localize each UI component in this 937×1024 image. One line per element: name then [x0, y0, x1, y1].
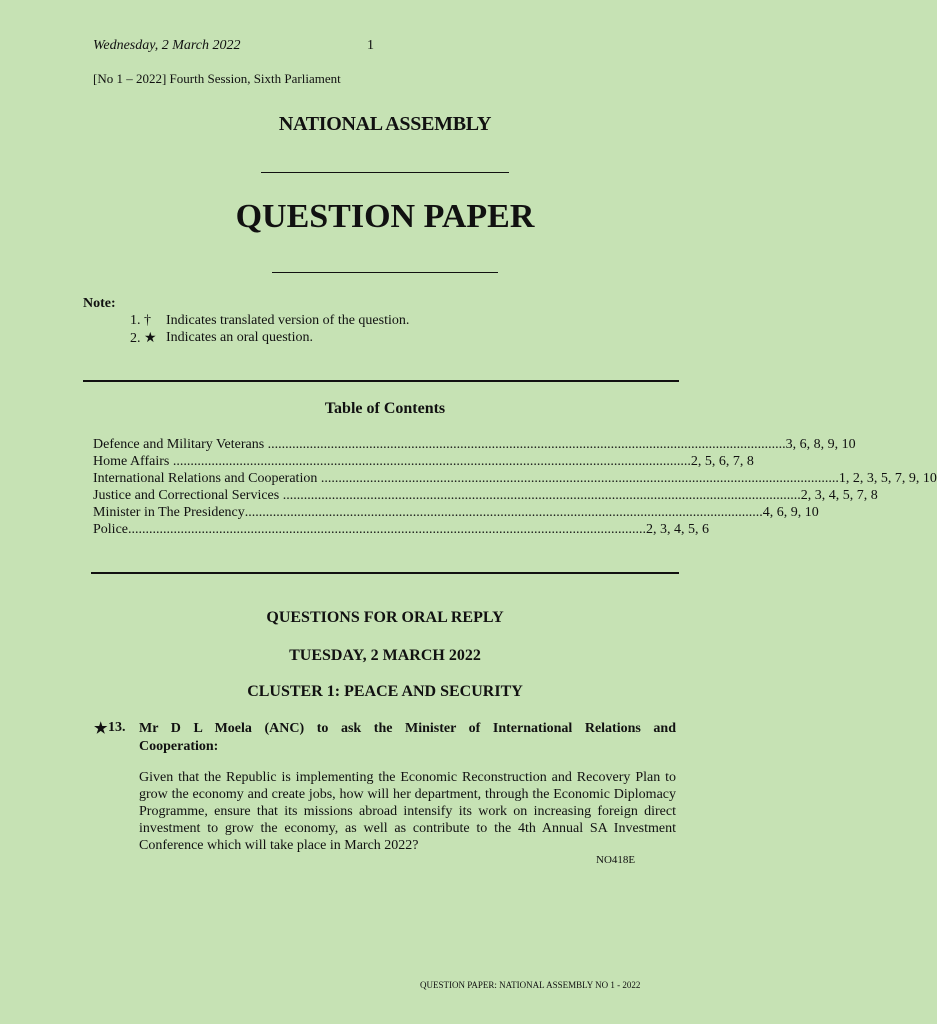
toc-entry-pages: 2, 5, 6, 7, 8 [690, 454, 754, 469]
toc-entry-pages: 2, 3, 4, 5, 6 [646, 522, 709, 537]
question-heading: Mr D L Moela (ANC) to ask the Minister of International Relations and Cooperation: [139, 721, 676, 754]
toc-entry-pages: 2, 3, 4, 5, 7, 8 [800, 488, 878, 503]
note-list [130, 313, 409, 347]
note-item [130, 330, 409, 347]
toc-entry-name: Home Affairs [93, 454, 170, 469]
document-title: NATIONAL ASSEMBLY [278, 113, 492, 135]
toc-entry-name: International Relations and Cooperation [93, 471, 318, 486]
toc-entry-name: Minister in The Presidency [93, 505, 245, 520]
note-item-number: 2. ★ [130, 331, 157, 346]
note-item-text: Indicates an oral question. [166, 330, 313, 345]
note-label: Note: [83, 296, 116, 311]
sitting-date: TUESDAY, 2 MARCH 2022 [289, 647, 481, 664]
page-footer: QUESTION PAPER: NATIONAL ASSEMBLY NO 1 - 2022 [420, 980, 641, 990]
note-item-text: Indicates translated version of the question. [166, 313, 410, 328]
title-underline [261, 172, 509, 173]
toc-leader: .................................................................................................................................................... [317, 471, 839, 486]
cluster-heading: CLUSTER 1: PEACE AND SECURITY [247, 683, 523, 700]
note-item [130, 313, 409, 330]
section-heading: QUESTIONS FOR ORAL REPLY [266, 609, 504, 626]
toc-title: Table of Contents [324, 400, 446, 417]
section-divider [83, 380, 679, 382]
toc-entry[interactable] [93, 487, 878, 504]
note-item-number: 1. † [130, 313, 151, 328]
document-subtitle: QUESTION PAPER [235, 198, 535, 235]
table-of-contents [93, 436, 937, 538]
toc-entry-name: Police [93, 522, 128, 537]
question-reference-code: NO418E [596, 854, 636, 866]
question-number: 13. [108, 720, 126, 735]
toc-leader: .................................................................................................................................................... [264, 437, 786, 452]
toc-entry[interactable] [93, 504, 819, 521]
toc-entry-name: Justice and Correctional Services [93, 488, 280, 503]
oral-question-star-icon: ★ [94, 721, 108, 737]
toc-entry[interactable] [93, 436, 856, 453]
section-divider [91, 572, 679, 574]
toc-entry-pages: 3, 6, 8, 9, 10 [785, 437, 856, 452]
toc-entry[interactable] [93, 470, 937, 487]
toc-entry[interactable] [93, 453, 754, 470]
question-body: Given that the Republic is implementing the Economic Reconstruction and Recovery Plan to grow the economy and create jobs, how will her department, through the Economic Diplomacy Programme, ensure that its missions abroad intensify its work on increasing foreign direct investment to grow the economy, as well as contribute to the 4th Annual SA Investment Conference which will take place in March 2022? [139, 770, 676, 853]
toc-leader: .................................................................................................................................................... [279, 488, 801, 503]
toc-entry-pages: 4, 6, 9, 10 [762, 505, 819, 520]
toc-leader: .................................................................................................................................................... [244, 505, 763, 520]
page-number: 1 [367, 38, 374, 53]
toc-entry-name: Defence and Military Veterans [93, 437, 265, 452]
subtitle-underline [272, 272, 498, 273]
toc-entry[interactable] [93, 521, 709, 538]
header-date: Wednesday, 2 March 2022 [93, 38, 241, 53]
toc-leader: .................................................................................................................................................... [128, 522, 646, 537]
session-line: [No 1 – 2022] Fourth Session, Sixth Parliament [93, 71, 341, 86]
toc-entry-pages: 1, 2, 3, 5, 7, 9, 10 [838, 471, 937, 486]
toc-leader: .................................................................................................................................................... [169, 454, 691, 469]
